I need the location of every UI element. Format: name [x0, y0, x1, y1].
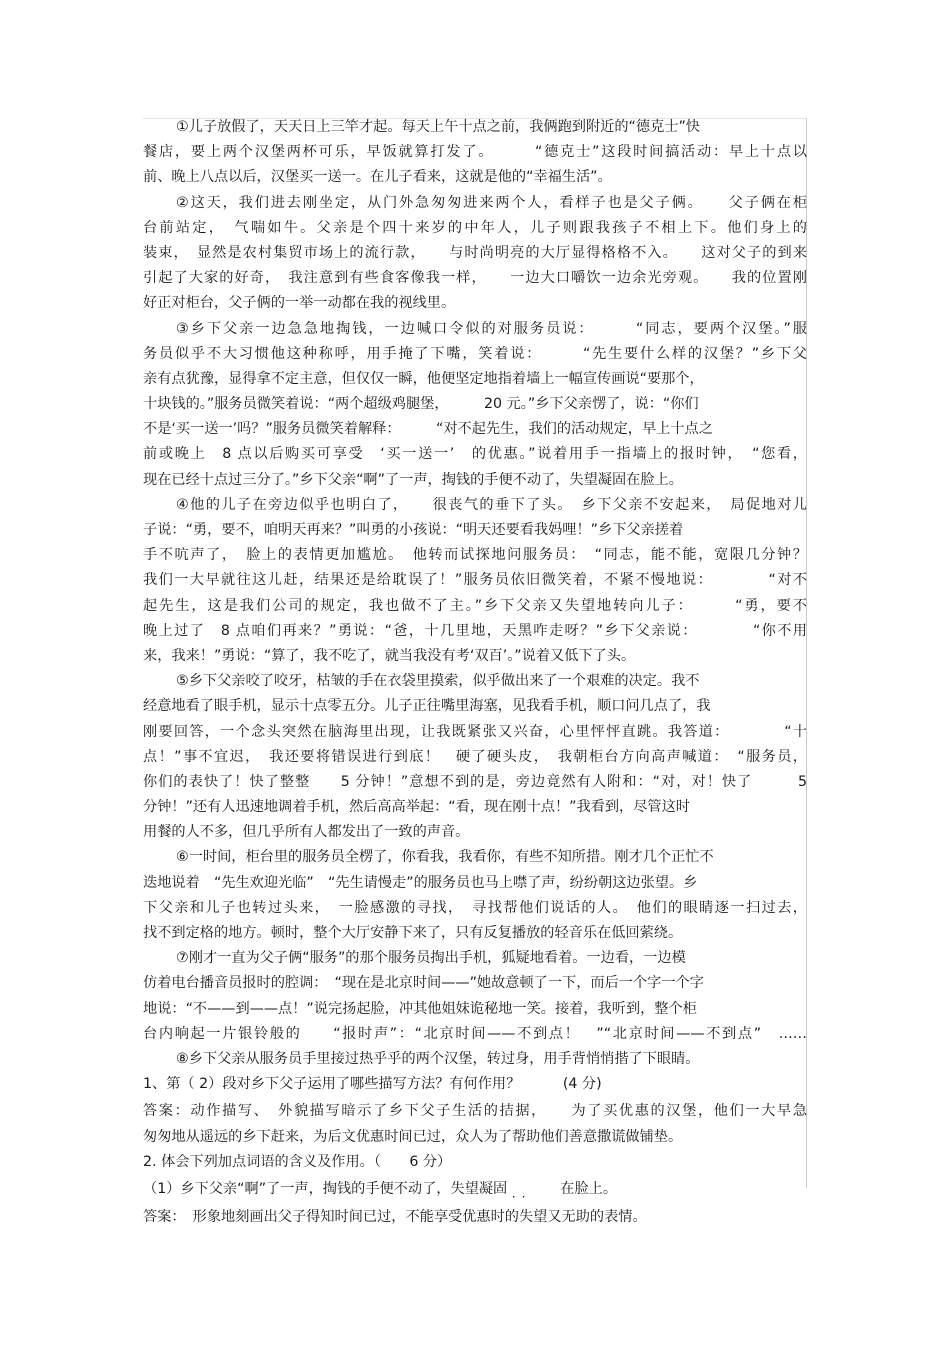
answer-1-line-1: 答案：动作描写、 外貌描写暗示了乡下父子生活的拮据， 为了买优惠的汉堡，他们一大早急: [143, 1103, 807, 1120]
paragraph-7-line-3: 地说：“不——到——点！”说完扬起脸，冲其他姐妹诡秘地一笑。接着，我听到，整个柜: [143, 1000, 697, 1017]
paragraph-7-line-2: 仿着电台播音员报时的腔调： “现在是北京时间——”她故意顿了一下，而后一个字一个字: [143, 975, 704, 992]
paragraph-3-line-2: 务员似乎不大习惯他这种称呼，用手掩了下嘴，笑着说： “先生要什么样的汉堡？”乡下父: [143, 345, 807, 362]
paragraph-7-line-4: 台内响起一片银铃般的 “报时声”：“北京时间——不到点！ ”“北京时间——不到点” ……: [143, 1025, 807, 1042]
paragraph-3-line-1: ③乡下父亲一边急急地掏钱，一边喊口令似的对服务员说： “同志，要两个汉堡。”服: [176, 320, 807, 337]
paragraph-2-line-2: 台前站定， 气喘如牛。父亲是个四十来岁的中年人，儿子则跟我孩子不相上下。他们身上的: [143, 219, 807, 236]
answer-1-line-2: 匆匆地从遥远的乡下赶来，为后文优惠时间已过，众人为了帮助他们善意撒谎做铺垫。: [143, 1128, 683, 1145]
paragraph-4-line-1: ④他的儿子在旁边似乎也明白了， 很丧气的垂下了头。 乡下父亲不安起来， 局促地对儿: [176, 496, 807, 513]
answer-2: 答案： 形象地刻画出父子得知时间已过，不能享受优惠时的失望又无助的表情。: [143, 1209, 647, 1226]
question-2: 2. 体会下列加点词语的含义及作用。（ 6 分）: [143, 1153, 452, 1170]
paragraph-1-line-3: 前、晚上八点以后，汉堡买一送一。在儿子看来，这就是他的“幸福生活”。: [143, 169, 612, 186]
emphasis-dots: ··: [511, 1189, 532, 1204]
paragraph-4-line-3: 手不吭声了， 脸上的表情更加尴尬。 他转而试探地问服务员： “同志，能不能，宽限几分钟？: [143, 547, 807, 564]
paragraph-4-line-2: 子说：“勇，要不，咱明天再来？”叫勇的小孩说：“明天还要看我妈哩！”乡下父亲搓着: [143, 522, 684, 538]
paragraph-3-line-4: 十块钱的。”服务员微笑着说：“两个超级鸡腿堡， 20 元。”乡下父亲愣了，说：“你们: [143, 396, 699, 413]
question-1: 1、第（ 2）段对乡下父子运用了哪些描写方法？有何作用？ (4 分): [143, 1076, 602, 1093]
paragraph-3-line-6: 前或晚上 8 点以后购买可享受 ‘买一送一’ 的优惠。”说着用手一指墙上的报时钟， “您看，: [143, 446, 807, 463]
paragraph-6-line-4: 找不到定格的地方。顿时，整个大厅安静下来了，只有反复播放的轻音乐在低回萦绕。: [143, 925, 683, 941]
paragraph-5-line-1: ⑤乡下父亲咬了咬牙，枯皱的手在衣袋里摸索，似乎做出来了一个艰难的决定。我不: [176, 673, 700, 690]
paragraph-1-line-1: ①儿子放假了，天天日上三竿才起。每天上午十点之前，我俩跑到附近的“德克士”快: [176, 119, 700, 135]
paragraph-2-line-4: 引起了大家的好奇， 我注意到有些食客像我一样， 一边大口嚼饮一边余光旁观。 我的位置刚: [143, 270, 807, 287]
paragraph-6-line-3: 下父亲和儿子也转过头来， 一脸感激的寻找， 寻找帮他们说话的人。 他们的眼睛逐一扫过去，: [143, 899, 807, 916]
paragraph-5-line-4: 点！”事不宜迟， 我还要将错误进行到底！ 硬了硬头皮， 我朝柜台方向高声喊道： “服务员，: [143, 748, 807, 765]
paragraph-1-line-2: 餐店，要上两个汉堡两杯可乐，早饭就算打发了。 “德克士”这段时间搞活动：早上十点以: [143, 144, 807, 161]
paragraph-2-line-3: 装束， 显然是农村集贸市场上的流行款， 与时尚明亮的大厅显得格格不入。 这对父子的到来: [143, 244, 807, 261]
paragraph-2-line-5: 好正对柜台，父子俩的一举一动都在我的视线里。: [143, 295, 456, 312]
question-2-item-1: [143, 1177, 807, 1202]
paragraph-5-line-6: 分钟！”还有人迅速地调着手机，然后高高举起：“看，现在刚十点！”我看到，尽管这时: [143, 799, 690, 816]
paragraph-3-line-7: 现在已经十点过三分了。”乡下父亲“啊”了一声，掏钱的手便不动了，失望凝固在脸上。: [143, 471, 683, 488]
paragraph-6-line-1: ⑥一时间，柜台里的服务员全楞了，你看我，我看你，有些不知所措。刚才几个正忙不: [176, 849, 714, 866]
question-2-item-1-tail: 在脸上。: [560, 1180, 618, 1197]
paragraph-4-line-7: 来，我来！”勇说：“算了，我不吃了，就当我没有考‘双百’。”说着又低下了头。: [143, 647, 636, 664]
paragraph-5-line-5: 你们的表快了！快了整整 5 分钟！”意想不到的是，旁边竟然有人附和：“对，对！快了 5: [143, 773, 807, 790]
paragraph-5-line-7: 用餐的人不多，但几乎所有人都发出了一致的声音。: [143, 824, 470, 841]
paragraph-3-line-5: 不是‘买一送一’吗？”服务员微笑着解释： “对不起先生，我们的活动规定，早上十点之: [143, 421, 713, 438]
paragraph-7-line-1: ⑦刚才一直为父子俩“服务”的那个服务员掏出手机，狐疑地看着。一边看，一边模: [176, 950, 686, 967]
paragraph-2-line-1: ②这天，我们进去刚坐定，从门外急匆匆进来两个人，看样子也是父子俩。 父子俩在柜: [176, 194, 807, 211]
paragraph-4-line-6: 晚上过了 8 点咱们再来？”勇说：“爸，十几里地，天黑咋走呀？”乡下父亲说： “你不用: [143, 622, 807, 639]
paragraph-8-line-1: ⑧乡下父亲从服务员手里接过热乎乎的两个汉堡，转过身，用手背悄悄揩了下眼睛。: [176, 1050, 700, 1067]
paragraph-4-line-4: 我们一大早就往这儿赶，结果还是给耽误了！”服务员依旧微笑着，不紧不慢地说： “对不: [143, 572, 807, 589]
paragraph-4-line-5: 起先生，这是我们公司的规定，我也做不了主。”乡下父亲又失望地转向儿子： “勇，要不: [143, 597, 807, 614]
paragraph-6-line-2: 迭地说着 “先生欢迎光临” “先生请慢走”的服务员也马上噤了声，纷纷朝这边张望。乡: [143, 874, 698, 891]
paragraph-3-line-3: 亲有点犹豫，显得拿不定主意，但仅仅一瞬，他便坚定地指着墙上一幅宣传画说“要那个，: [143, 370, 704, 387]
document-body: [143, 115, 807, 1230]
question-2-item-1-text: （1）乡下父亲“啊”了一声，掏钱的手便不动了，失望凝固: [143, 1180, 508, 1197]
paragraph-5-line-3: 刚要回答，一个念头突然在脑海里出现，让我既紧张又兴奋，心里怦怦直跳。我答道： “十: [143, 723, 807, 740]
paragraph-5-line-2: 经意地看了眼手机，显示十点零五分。儿子正往嘴里海塞，见我看手机，顺口问几点了，我: [143, 698, 711, 715]
